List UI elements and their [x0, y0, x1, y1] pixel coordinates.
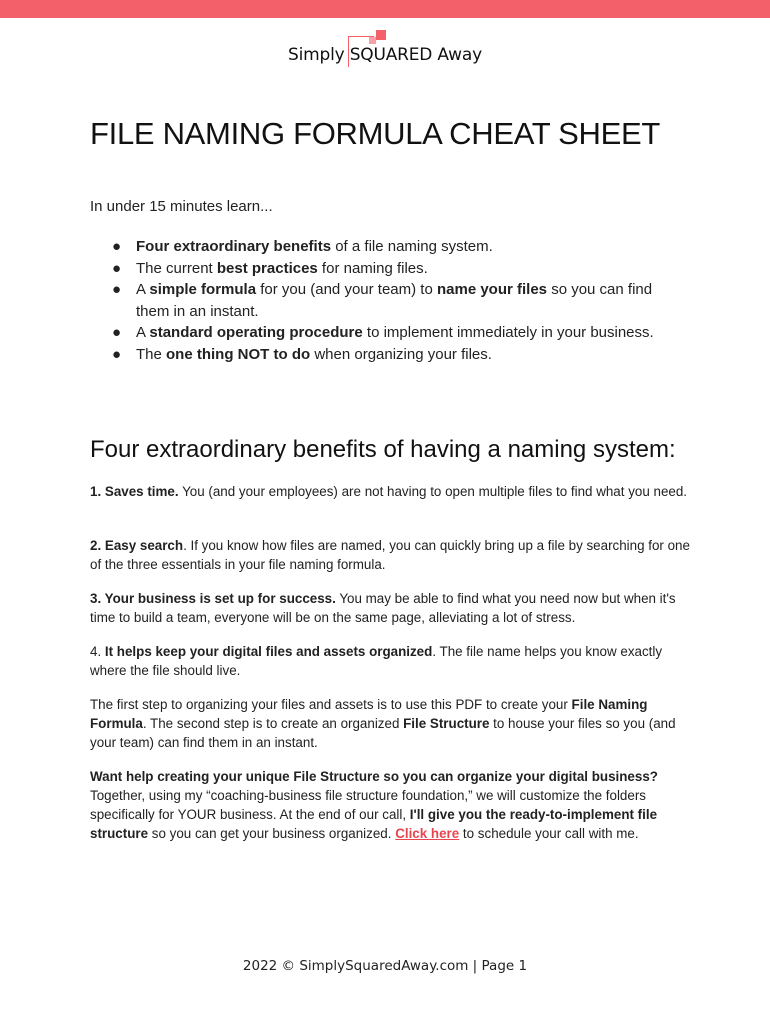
logo-wordmark: Simply SQUARED Away [288, 30, 482, 65]
logo [0, 30, 770, 74]
list-item: ● The current best practices for naming files. [112, 259, 428, 277]
cta-paragraph: Want help creating your unique File Structure so you can organize your digital business? Together, using my “coaching-business file structure foundation,” we will customize the folders specifically for YOUR business. At the end of our call, I'll give you the ready-to-implement file structure so you can get your business organized. Click here to schedule your call with me. [90, 769, 658, 841]
benefit-paragraph: 2. Easy search. If you know how files are named, you can quickly bring up a file by searching for one of the three essentials in your file naming formula. [90, 538, 690, 572]
intro-text: In under 15 minutes learn... [90, 198, 273, 215]
benefit-paragraph: 4. It helps keep your digital files and assets organized. The file name helps you know exactly where the file should live. [90, 644, 663, 678]
list-item: ● Four extraordinary benefits of a file naming system. [112, 238, 493, 255]
steps-paragraph: The first step to organizing your files and assets is to use this PDF to create your File Naming Formula. The second step is to create an organized File Structure to house your files so you (and your team) can find them in an instant. [90, 697, 676, 750]
page-title: FILE NAMING FORMULA CHEAT SHEET [90, 116, 661, 151]
list-item: ● A simple formula for you (and your team) to name your files so you can find them in an instant. [112, 281, 653, 320]
click-here-link[interactable]: Click here [395, 826, 460, 841]
page-footer: 2022 © SimplySquaredAway.com | Page 1 [242, 958, 528, 974]
list-item: ● A standard operating procedure to implement immediately in your business. [112, 324, 654, 341]
benefit-paragraph: 1. Saves time. You (and your employees) are not having to open multiple files to find what you need. [90, 484, 688, 499]
list-item: ● The one thing NOT to do when organizing your files. [112, 345, 492, 363]
learning-list [90, 236, 670, 365]
benefit-paragraph: 3. Your business is set up for success. You may be able to find what you need now but when it's time to build a team, everyone will be on the same page, alleviating a lot of stress. [90, 591, 676, 625]
top-accent-bar [0, 0, 770, 18]
section-heading: Four extraordinary benefits of having a naming system: [90, 436, 676, 463]
